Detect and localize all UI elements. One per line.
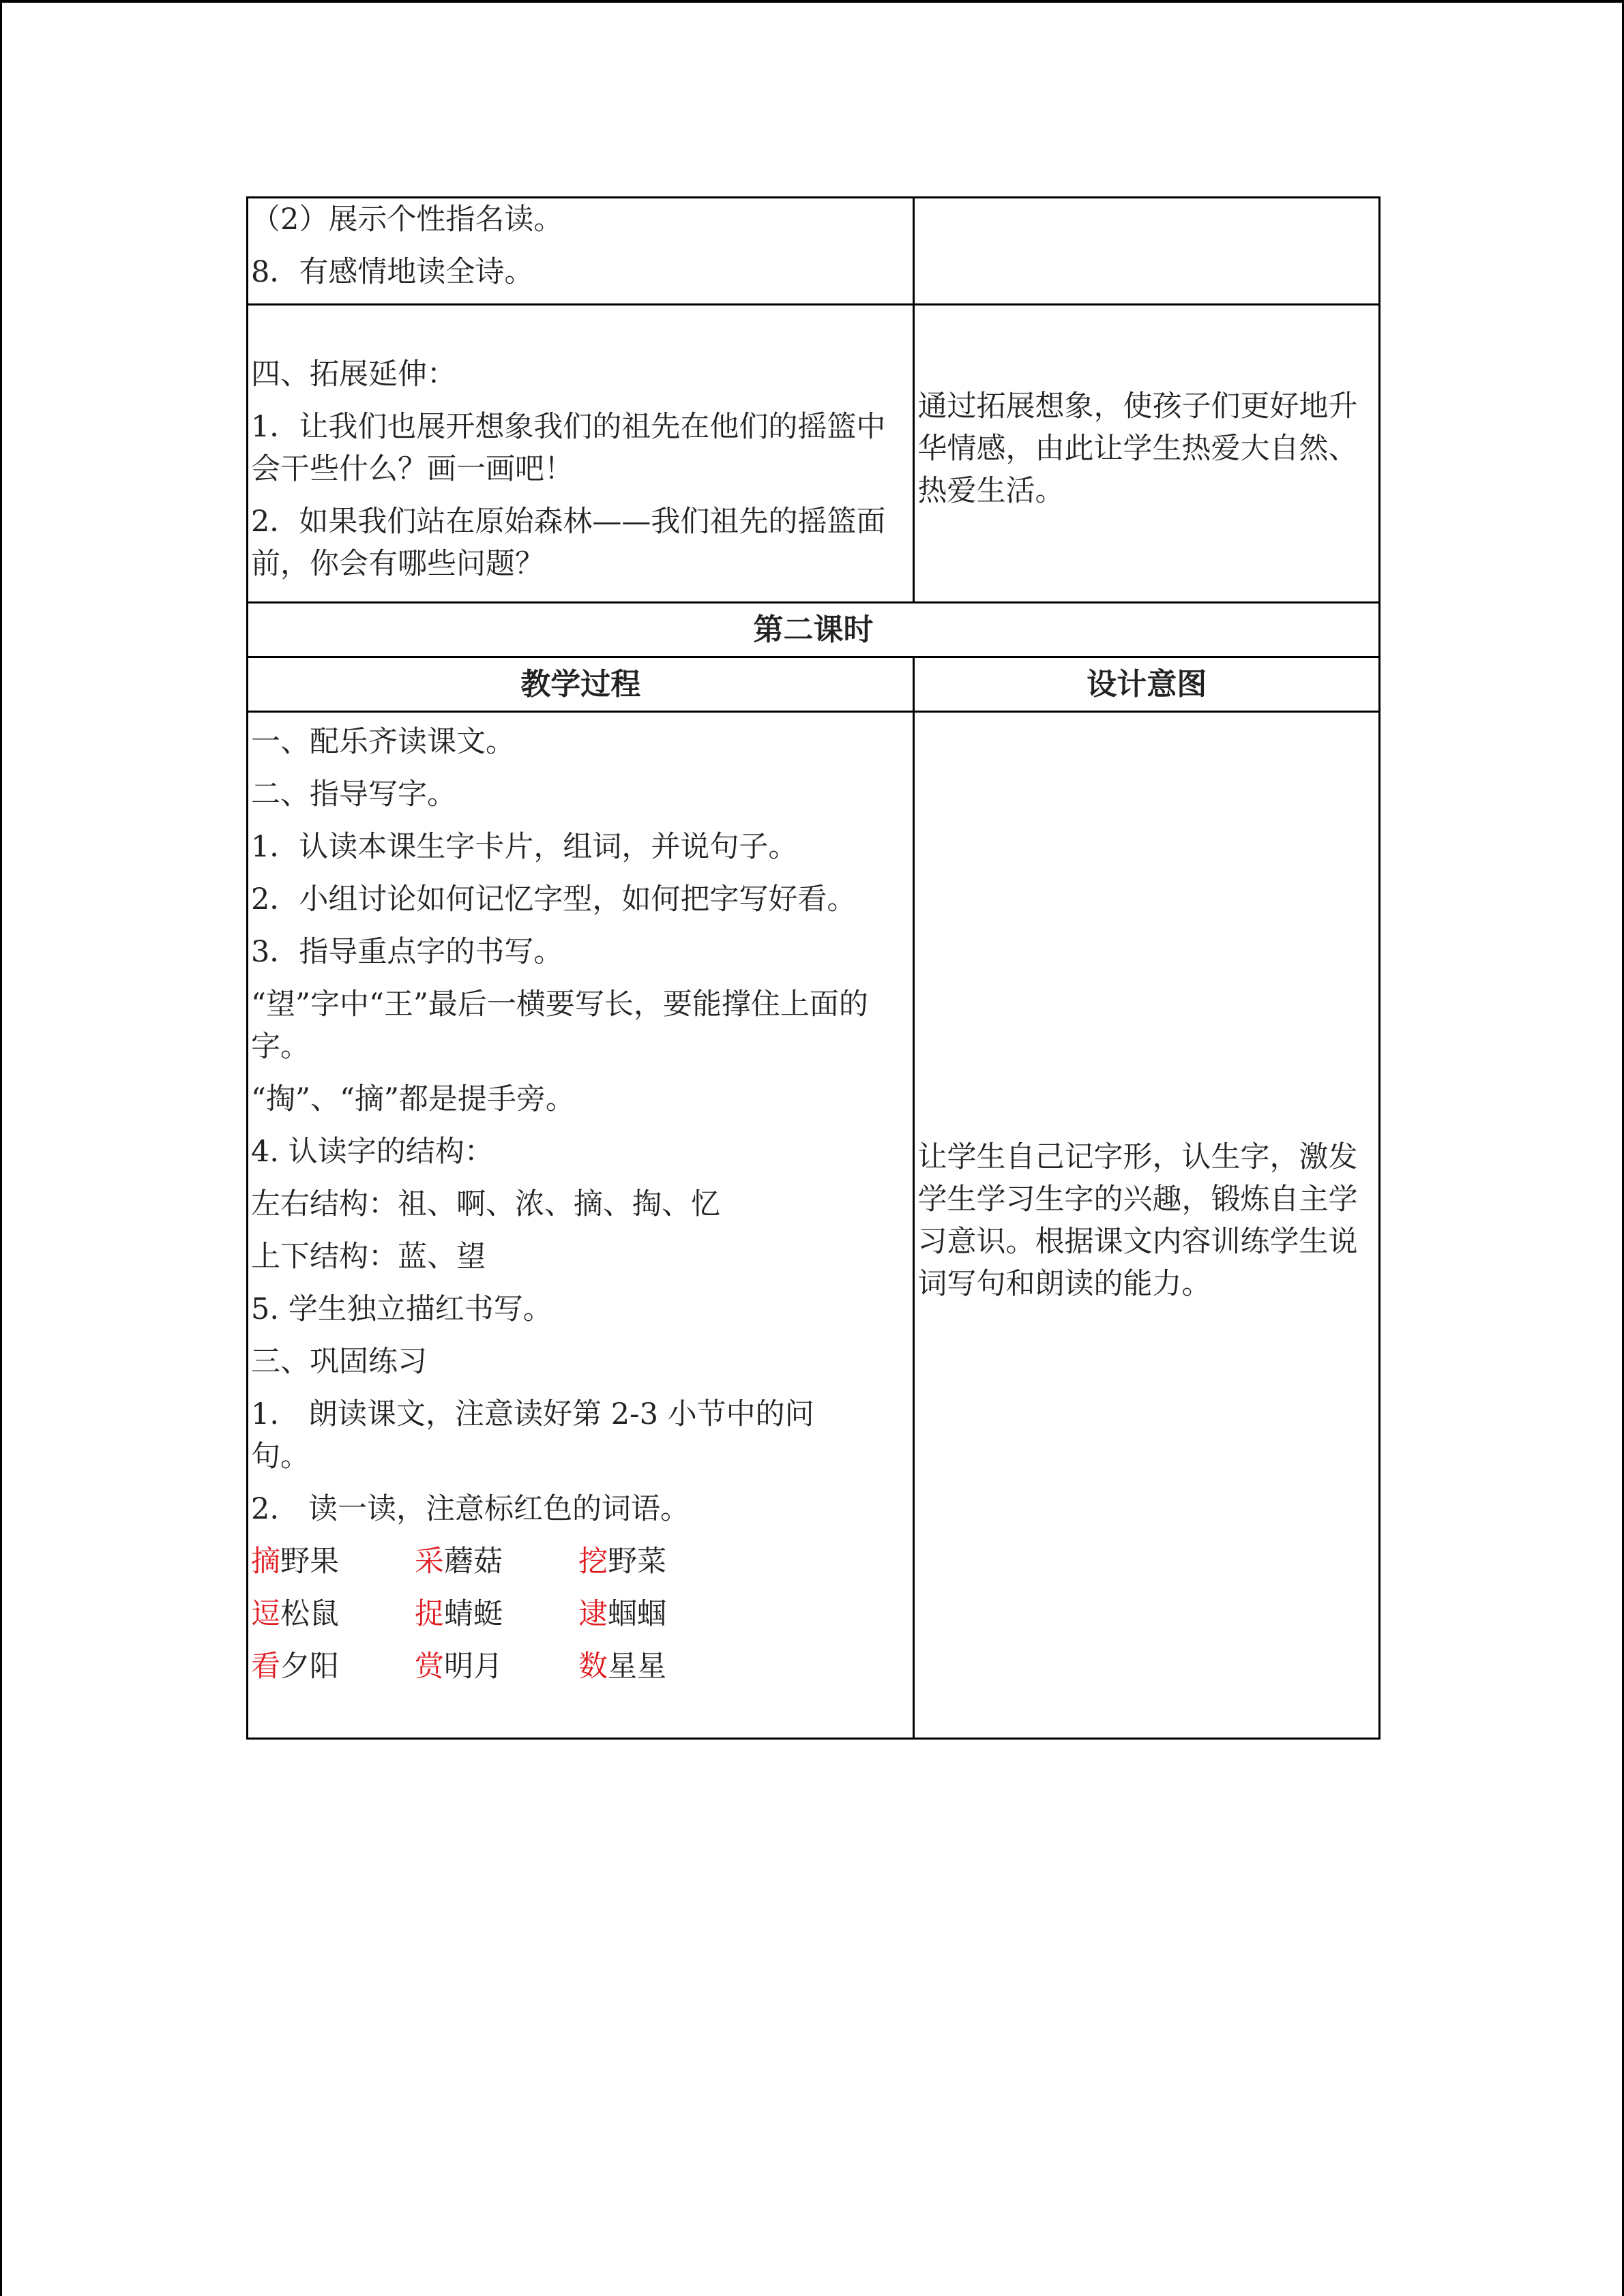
process-cell: [248, 712, 914, 1739]
text-line: （2）展示个性指名读。: [251, 203, 563, 237]
section-title: 第二课时: [248, 603, 1380, 657]
word-row: [251, 1593, 910, 1635]
text-line: 一、配乐齐读课文。: [251, 725, 515, 759]
section-title-row: [248, 603, 1380, 657]
word-item: 采蘑菇: [415, 1545, 503, 1579]
text-line: 四、拓展延伸：: [251, 357, 456, 391]
text-line: 2. 读一读，注意标红色的词语。: [251, 1492, 690, 1526]
text-line: 2．小组讨论如何记忆字型，如何把字写好看。: [251, 882, 857, 916]
word-item: 挖野菜: [578, 1545, 666, 1579]
text-line: 左右结构：祖、啊、浓、摘、掏、忆: [251, 1187, 720, 1221]
word-item: 看夕阳: [251, 1650, 339, 1684]
text-line: 上下结构：蓝、望: [251, 1240, 486, 1274]
intent-cell: [914, 198, 1380, 305]
intent-text: 让学生自己记字形，认生字，激发学生学习生字的兴趣，锻炼自主学习意识。根据课文内容训练学生说词写句和朗读的能力。: [917, 1139, 1358, 1301]
word-item: 摘野果: [251, 1545, 339, 1579]
word-item: 逮蝈蝈: [578, 1597, 666, 1631]
text-line: 2．如果我们站在原始森林——我们祖先的摇篮面前，你会有哪些问题？: [251, 505, 886, 581]
process-cell: [248, 198, 914, 305]
word-item: 捉蜻蜓: [415, 1597, 503, 1631]
intent-cell: [914, 305, 1380, 603]
process-cell: [248, 305, 914, 603]
word-item: 逗松鼠: [251, 1597, 339, 1631]
word-row: [251, 1645, 910, 1688]
text-line: 5. 学生独立描红书写。: [251, 1292, 552, 1326]
intent-cell: [914, 712, 1380, 1739]
lesson-plan-table: [246, 196, 1381, 1740]
text-line: 8．有感情地读全诗。: [251, 255, 534, 289]
table-row: [248, 198, 1380, 305]
page-top-border: [0, 0, 1624, 3]
text-line: “掏”、“摘”都是提手旁。: [251, 1082, 575, 1116]
header-intent: 设计意图: [914, 657, 1380, 712]
word-item: 赏明月: [415, 1650, 503, 1684]
header-row: [248, 657, 1380, 712]
text-line: “望”字中“王”最后一横要写长，要能撑住上面的字。: [251, 987, 868, 1064]
text-line: 二、指导写字。: [251, 777, 456, 811]
table-row: [248, 712, 1380, 1739]
text-line: 1．让我们也展开想象我们的祖先在他们的摇篮中会干些什么？画一画吧！: [251, 410, 886, 486]
word-item: 数星星: [578, 1650, 666, 1684]
text-line: 1. 朗读课文，注意读好第 2-3 小节中的问句。: [251, 1397, 814, 1474]
header-process: 教学过程: [248, 657, 914, 712]
text-line: 1．认读本课生字卡片，组词，并说句子。: [251, 830, 798, 864]
table-row: [248, 305, 1380, 603]
text-line: 三、巩固练习: [251, 1345, 427, 1379]
text-line: 3．指导重点字的书写。: [251, 935, 563, 969]
word-row: [251, 1540, 910, 1583]
text-line: 4. 认读字的结构：: [251, 1135, 494, 1169]
intent-text: 通过拓展想象，使孩子们更好地升华情感，由此让学生热爱大自然、热爱生活。: [917, 389, 1358, 508]
page-left-border: [0, 0, 2, 2296]
